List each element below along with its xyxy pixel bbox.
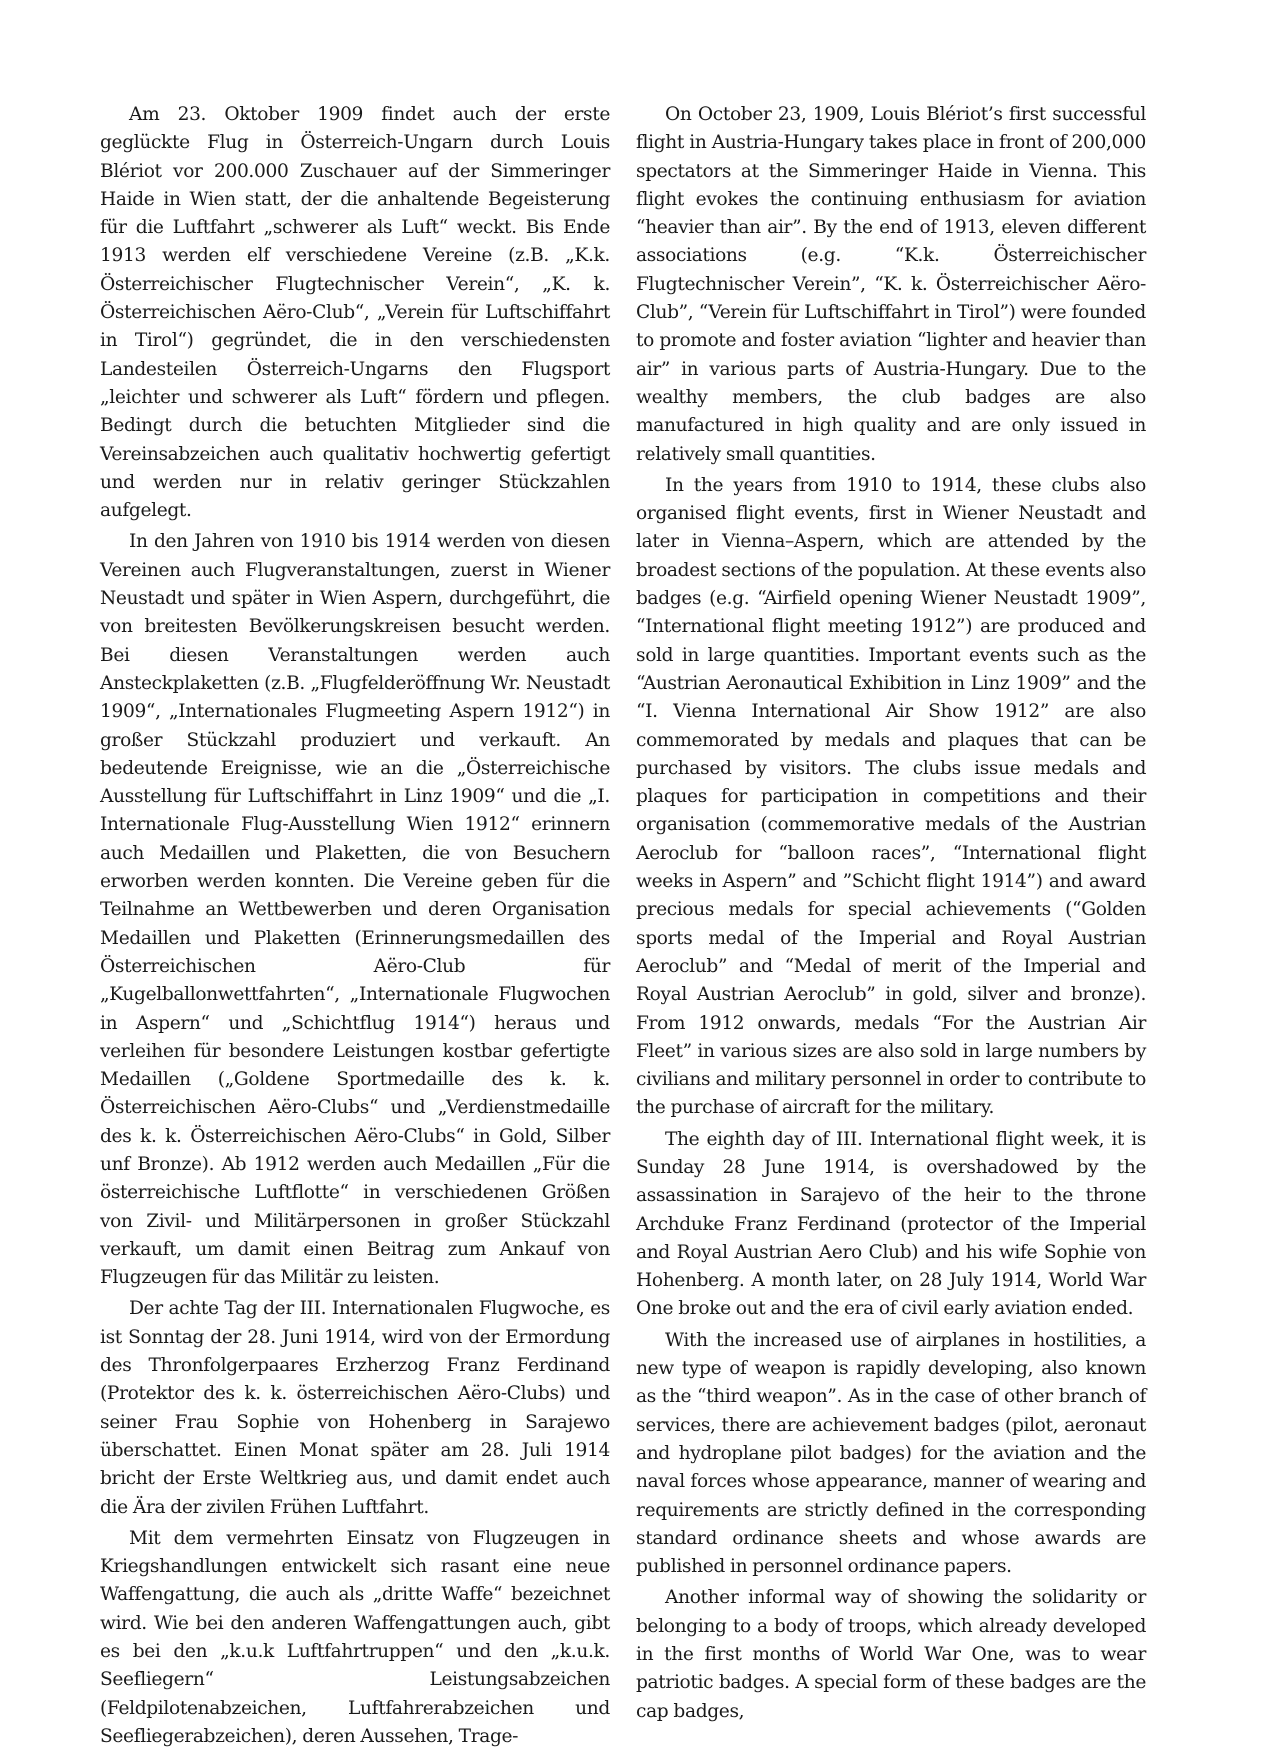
- english-paragraph: Another informal way of showing the solidarity or belonging to a body of troops, which already developed in the first months of World War One, was to wear patriotic badges. A special form of these badges are the cap badges,: [636, 1587, 1146, 1722]
- english-paragraph: In the years from 1910 to 1914, these clubs also organised flight events, first in Wiener Neustadt and later in Vienna–Aspern, which are attended by the broadest sections of the population. At these events also badges (e.g. “Airfield opening Wiener Neustadt 1909”, “International flight meeting 1912”) are produced and sold in large quantities. Important events such as the “Austrian Aeronautical Exhibition in Linz 1909” and the “I. Vienna International Air Show 1912” are also commemorated by medals and plaques that can be purchased by visitors. The clubs issue medals and plaques for participation in competitions and their organisation (commemorative medals of the Austrian Aeroclub for “balloon races”, “International flight weeks in Aspern” and ”Schicht flight 1914”) and award precious medals for special achievements (“Golden sports medal of the Imperial and Royal Austrian Aeroclub” and “Medal of merit of the Imperial and Royal Austrian Aeroclub” in gold, silver and bronze). From 1912 onwards, medals “For the Austrian Air Fleet” in various sizes are also sold in large numbers by civilians and military personnel in order to contribute to the purchase of aircraft for the military.: [636, 474, 1146, 1119]
- german-paragraph: Der achte Tag der III. Internationalen Flugwoche, es ist Sonntag der 28. Juni 1914, wird von der Ermordung des Thronfolgerpaares Erzherzog Franz Ferdinand (Protektor des k. k. österreichischen Aëro-Clubs) und seiner Frau Sophie von Hohenberg in Sarajewo überschattet. Einen Monat später am 28. Juli 1914 bricht der Erste Weltkrieg aus, und damit endet auch die Ära der zivilen Frühen Luftfahrt.: [100, 1298, 610, 1518]
- german-text-column: [100, 101, 610, 1754]
- german-paragraph: Mit dem vermehrten Einsatz von Flugzeugen in Kriegshandlungen entwickelt sich rasant eine neue Waffengattung, die auch als „dritte Waffe“ bezeichnet wird. Wie bei den anderen Waffengattungen auch, gibt es bei den „k.u.k Luftfahrtruppen“ und den „k.u.k. Seefliegern“ Leistungsabzeichen (Feldpilotenabzeichen, Luftfahrerabzeichen und Seefliegerabzeichen), deren Aussehen, Trage-: [100, 1527, 610, 1747]
- english-paragraph: On October 23, 1909, Louis Blériot’s first successful flight in Austria-Hungary takes place in front of 200,000 spectators at the Simmeringer Haide in Vienna. This flight evokes the continuing enthusiasm for aviation “heavier than air”. By the end of 1913, eleven different associations (e.g. “K.k. Österreichischer Flugtechnischer Verein”, “K. k. Österreichischer Aëro-Club”, “Verein für Luftschiffahrt in Tirol”) were founded to promote and foster aviation “lighter and heavier than air” in various parts of Austria-Hungary. Due to the wealthy members, the club badges are also manufactured in high quality and are only issued in relatively small quantities.: [636, 104, 1146, 465]
- english-paragraph: The eighth day of III. International flight week, it is Sunday 28 June 1914, is overshadowed by the assassination in Sarajevo of the heir to the throne Archduke Franz Ferdinand (protector of the Imperial and Royal Austrian Aero Club) and his wife Sophie von Hohenberg. A month later, on 28 July 1914, World War One broke out and the era of civil early aviation ended.: [636, 1128, 1146, 1320]
- german-paragraph: Am 23. Oktober 1909 findet auch der erste geglückte Flug in Österreich-Ungarn durch Louis Blériot vor 200.000 Zuschauer auf der Simmeringer Haide in Wien statt, der die anhaltende Begeisterung für die Luftfahrt „schwerer als Luft“ weckt. Bis Ende 1913 werden elf verschiedene Vereine (z.B. „K.k. Österreichischer Flugtechnischer Verein“, „K. k. Österreichischen Aëro-Club“, „Verein für Luftschiffahrt in Tirol“) gegründet, die in den verschiedensten Landesteilen Österreich-Ungarns den Flugsport „leichter und schwerer als Luft“ fördern und pflegen. Bedingt durch die betuchten Mitglieder sind die Vereinsabzeichen auch qualitativ hochwertig gefertigt und werden nur in relativ geringer Stückzahlen aufgelegt.: [100, 104, 610, 522]
- english-text-column: [636, 101, 1146, 1729]
- german-paragraph: In den Jahren von 1910 bis 1914 werden von diesen Vereinen auch Flugveranstaltungen, zuerst in Wiener Neustadt und später in Wien Aspern, durchgeführt, die von breitesten Bevölkerungskreisen besucht werden. Bei diesen Veranstaltungen werden auch Ansteckplaketten (z.B. „Flugfelderöffnung Wr. Neustadt 1909“, „Internationales Flugmeeting Aspern 1912“) in großer Stückzahl produziert und verkauft. An bedeutende Ereignisse, wie an die „Österreichische Ausstellung für Luftschiffahrt in Linz 1909“ und die „I. Internationale Flug-Ausstellung Wien 1912“ erinnern auch Medaillen und Plaketten, die von Besuchern erworben werden konnten. Die Vereine geben für die Teilnahme an Wettbewerben und deren Organisation Medaillen und Plaketten (Erinnerungsmedaillen des Österreichischen Aëro-Club für „Kugelballonwettfahrten“, „Internationale Flugwochen in Aspern“ und „Schichtflug 1914“) heraus und verleihen für besondere Leistungen kostbar gefertigte Medaillen („Goldene Sportmedaille des k. k. Österreichischen Aëro-Clubs“ und „Verdienstmedaille des k. k. Österreichischen Aëro-Clubs“ in Gold, Silber unf Bronze). Ab 1912 werden auch Medaillen „Für die österreichische Luftflotte“ in verschiedenen Größen von Zivil- und Militärpersonen in großer Stückzahl verkauft, um damit einen Beitrag zum Ankauf von Flugzeugen für das Militär zu leisten.: [100, 531, 610, 1289]
- english-paragraph: With the increased use of airplanes in hostilities, a new type of weapon is rapidly developing, also known as the “third weapon”. As in the case of other branch of services, there are achievement badges (pilot, aeronaut and hydroplane pilot badges) for the aviation and the naval forces whose appearance, manner of wearing and requirements are strictly defined in the corresponding standard ordinance sheets and whose awards are published in personnel ordinance papers.: [636, 1329, 1146, 1578]
